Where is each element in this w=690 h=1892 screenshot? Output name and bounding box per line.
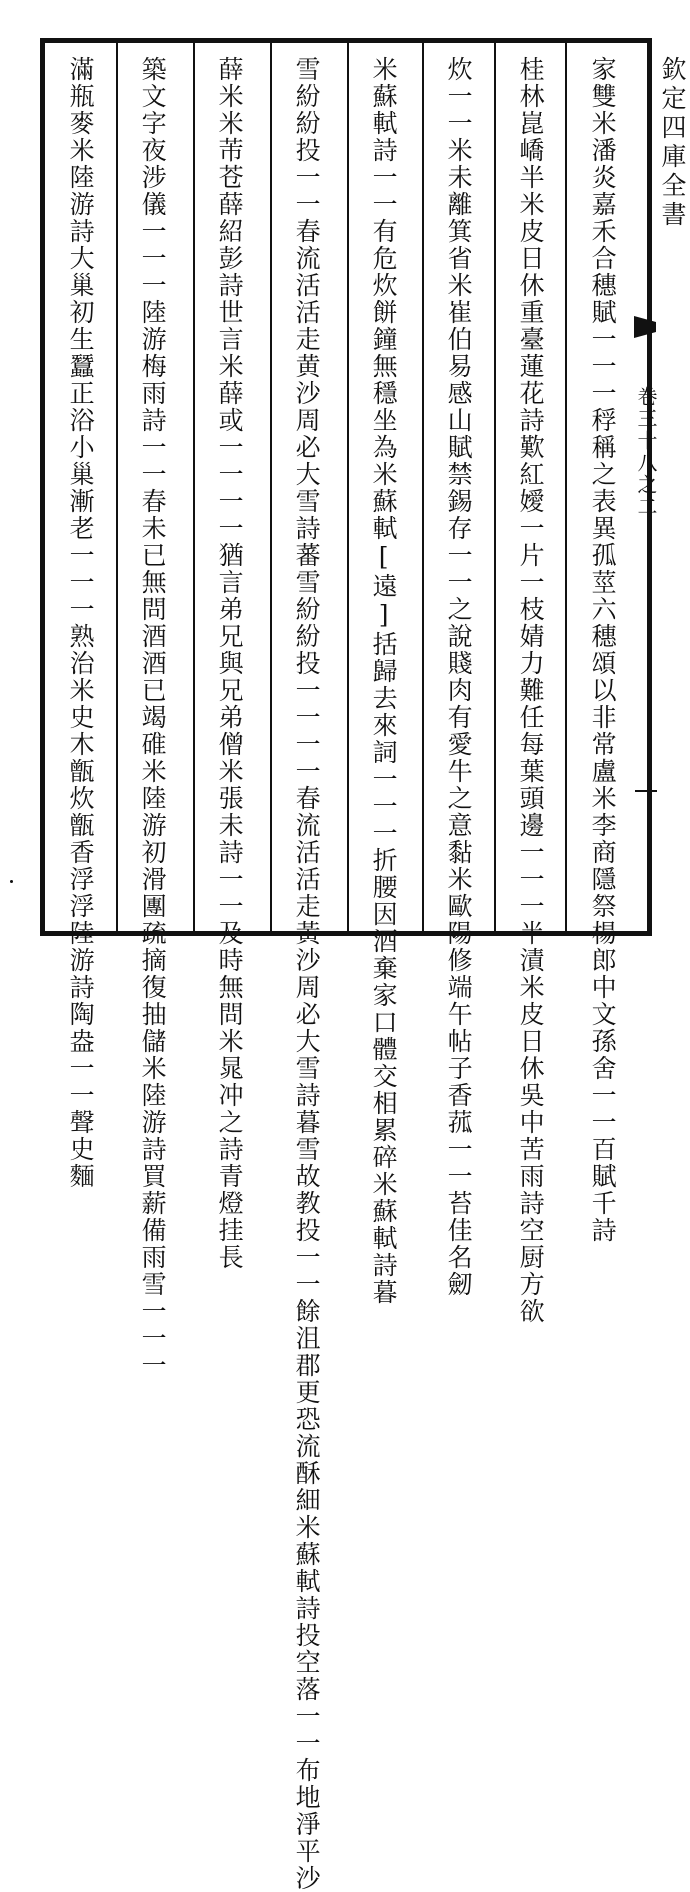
- text-column-6: [195, 56, 263, 1271]
- column-text: 築文字夜涉儀一一一陸游梅雨詩一一春未已無問酒酒已竭碓米陸游初滑團疏摘復抽儲米陸游詩買薪備雨雪一一一: [138, 56, 168, 1379]
- text-column-7: [118, 56, 186, 1379]
- scan-speck: [10, 880, 13, 883]
- column-text: 家雙米潘炎嘉禾合穗賦一一一稃稱之表異孤莖六穗頌以非常盧米李商隱祭楊郎中文孫舍一一百賦千詩: [588, 56, 618, 1244]
- column-text: 米蘇軾詩一一有危炊餅鐘無穩坐為米蘇軾[遠]括歸去來詞一一一折腰因酒棄家口體交相累碎米蘇軾詩暮: [369, 56, 399, 1306]
- text-column-2: [496, 56, 564, 1325]
- book-title: 欽定四庫全書: [658, 56, 687, 230]
- column-text: 薛米米芾苍薛紹彭詩世言米薛或一一一一猶言弟兄與兄弟僧米張未詩一一及時無問米晁冲之詩青燈挂長: [215, 56, 245, 1271]
- fishtail-mark-icon: [632, 312, 658, 342]
- text-column-8: [46, 56, 114, 1190]
- column-text: 桂林崑嶠半米皮日休重臺蓮花詩歎紅嬡一片一枝婧力難任每葉頭邊一一一半漬米皮日休吳中苦雨詩空厨方欲: [516, 56, 546, 1325]
- column-rule: [565, 43, 567, 931]
- text-column-5: [272, 56, 340, 1892]
- text-column-1: [568, 56, 636, 1244]
- volume-label: 卷三十八之二: [634, 386, 658, 518]
- column-text: 滿瓶麥米陸游詩大巢初生蠶正浴小巢漸老一一一熟治米史木甑炊甑香浮浮陸游詩陶盎一一聲史麵: [66, 56, 96, 1190]
- column-text: 炊一一米未離箕省米崔伯易感山賦禁錫存一一之說賤肉有愛牛之意黏米歐陽修端午帖子香菰一一苔佳名劒: [444, 56, 474, 1298]
- column-text: 雪紛紛投一一春流活活走黄沙周必大雪詩蕃雪紛紛投一一一一春流活活走黃沙周必大雪詩暮雪故教投一一餘沮郡更恐流酥細米蘇軾詩投空落一一布地淨平沙: [292, 56, 322, 1892]
- margin-rule: [635, 790, 657, 792]
- text-column-3: [424, 56, 492, 1298]
- text-column-4: [349, 56, 417, 1306]
